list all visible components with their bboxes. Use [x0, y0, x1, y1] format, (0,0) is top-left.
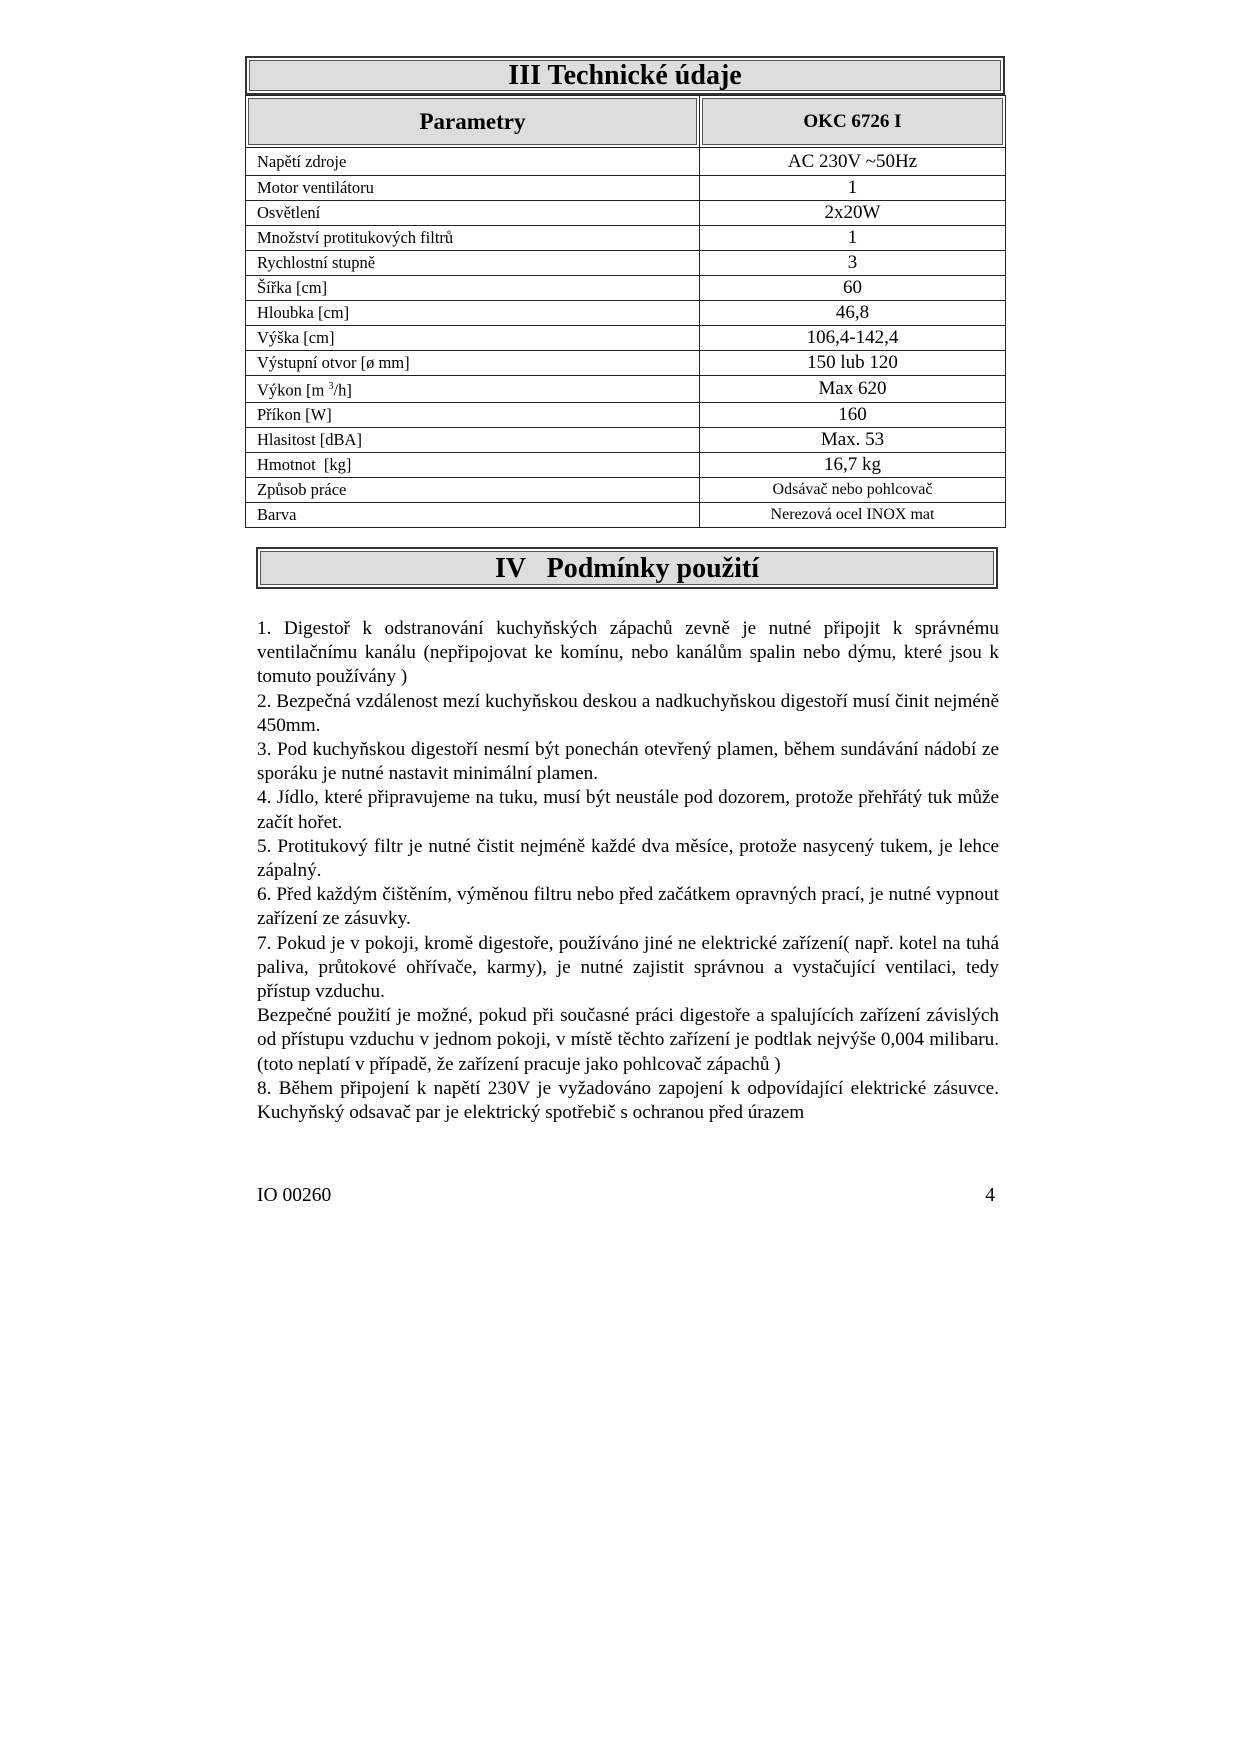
row-label: Množství protitukových filtrů	[246, 226, 700, 251]
row-value: 46,8	[700, 301, 1006, 326]
table-row	[246, 502, 1006, 527]
table-row	[246, 301, 1006, 326]
paragraph: 8. Během připojení k napětí 230V je vyžadováno zapojení k odpovídající elektrické zásuvce. Kuchyňský odsavač par je elektrický spotřebič s ochranou před úrazem	[257, 1077, 999, 1124]
row-label	[246, 376, 700, 403]
paragraph: 5. Protitukový filtr je nutné čistit nejméně každé dva měsíce, protože nasycený tukem, je lehce zápalný.	[257, 835, 999, 882]
row-label: Hlasitost [dBA]	[246, 427, 700, 452]
row-value: 1	[700, 176, 1006, 201]
paragraph: Bezpečné použití je možné, pokud při současné práci digestoře a spalujících zařízení závislých od přístupu vzduchu v jednom pokoji, v místě těchto zařízení je podtlak nejvýše 0,004 milibaru.(toto neplatí v případě, že zařízení pracuje jako pohlcovač zápachů )	[257, 1005, 999, 1075]
row-value: Max. 53	[700, 427, 1006, 452]
paragraph: 1. Digestoř k odstranování kuchyňských zápachů zevně je nutné připojit k správnému ventilačnímu kanálu (nepřipojovat ke komínu, nebo kanálům spalin nebo dýmu, které jsou k tomuto používány )	[257, 618, 999, 688]
paragraph: 6. Před každým čištěním, výměnou filtru nebo před začátkem opravných prací, je nutné vypnout zařízení ze zásuvky.	[257, 884, 999, 930]
header-parameters: Parametry	[246, 96, 700, 148]
row-label: Rychlostní stupně	[246, 251, 700, 276]
paragraph: 4. Jídlo, které připravujeme na tuku, musí být neustále pod dozorem, protože přehřátý tuk může začít hořet.	[257, 787, 999, 833]
label-text: /h]	[333, 380, 352, 400]
table-row	[246, 402, 1006, 427]
table-row	[246, 477, 1006, 502]
row-value: 106,4-142,4	[700, 326, 1006, 351]
section-4-title: IV Podmínky použití	[256, 547, 998, 589]
row-value: 1	[700, 226, 1006, 251]
row-label: Osvětlení	[246, 201, 700, 226]
row-label: Příkon [W]	[246, 402, 700, 427]
conditions-body	[257, 617, 999, 1125]
document-code: IO 00260	[257, 1185, 332, 1206]
row-value: 160	[700, 402, 1006, 427]
page-number: 4	[985, 1185, 995, 1206]
row-label: Hmotnot [kg]	[246, 452, 700, 477]
row-label: Výška [cm]	[246, 326, 700, 351]
table-row	[246, 251, 1006, 276]
table-row	[246, 452, 1006, 477]
row-value: Max 620	[700, 376, 1006, 403]
row-label: Způsob práce	[246, 477, 700, 502]
header-model: OKC 6726 I	[700, 96, 1006, 148]
row-value: 3	[700, 251, 1006, 276]
row-value: 150 lub 120	[700, 351, 1006, 376]
table-row	[246, 226, 1006, 251]
table-header-row	[246, 96, 1006, 148]
table-row	[246, 427, 1006, 452]
row-value: 16,7 kg	[700, 452, 1006, 477]
table-row	[246, 326, 1006, 351]
paragraph: 2. Bezpečná vzdálenost mezí kuchyňskou deskou a nadkuchyňskou digestoří musí činit nejméně 450mm.	[257, 690, 999, 736]
row-label: Hloubka [cm]	[246, 301, 700, 326]
table-row	[246, 351, 1006, 376]
label-text: Výkon [m	[257, 380, 329, 400]
paragraph: 7. Pokud je v pokoji, kromě digestoře, používáno jiné ne elektrické zařízení( např. kotel na tuhá paliva, průtokové ohřívače, karmy), je nutné zajistit správnou a vystačující ventilaci, tedy přístup vzduchu.	[257, 932, 999, 1003]
technical-data-table	[245, 95, 1006, 528]
table-row	[246, 201, 1006, 226]
row-value: Odsávač nebo pohlcovač	[700, 477, 1006, 502]
table-row	[246, 376, 1006, 403]
row-value: 60	[700, 276, 1006, 301]
row-label: Výstupní otvor [ø mm]	[246, 351, 700, 376]
paragraph: 3. Pod kuchyňskou digestoří nesmí být ponechán otevřený plamen, během sundávání nádobí ze sporáku je nutné nastavit minimální plamen.	[257, 739, 999, 785]
label-superscript: 3	[328, 381, 334, 392]
table-row	[246, 148, 1006, 176]
row-label: Motor ventilátoru	[246, 176, 700, 201]
row-label: Napětí zdroje	[246, 148, 700, 176]
row-label: Barva	[246, 502, 700, 527]
row-value: AC 230V ~50Hz	[700, 148, 1006, 176]
row-value: 2x20W	[700, 201, 1006, 226]
section-3-title: III Technické údaje	[245, 56, 1005, 95]
row-value: Nerezová ocel INOX mat	[700, 502, 1006, 527]
table-row	[246, 176, 1006, 201]
table-row	[246, 276, 1006, 301]
row-label: Šířka [cm]	[246, 276, 700, 301]
